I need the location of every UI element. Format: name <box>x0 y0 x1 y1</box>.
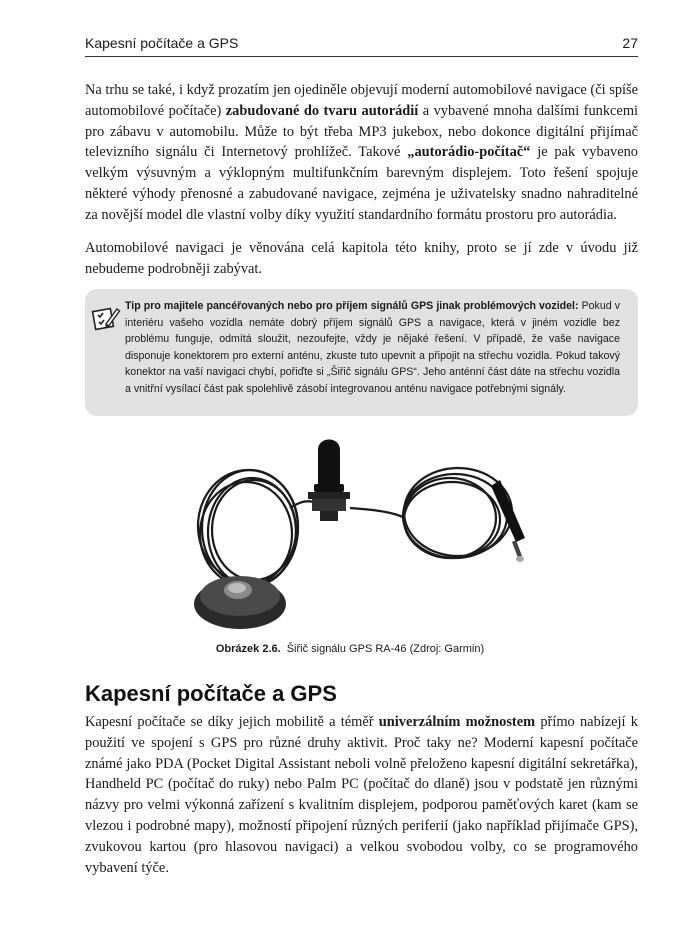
figure-gps-repeater-photo <box>180 428 540 638</box>
p3-text-2: přímo nabízejí k použití ve spojení s GPS pro různé druhy aktivit. Proč taky ne? Moderní kapesní počítače známé jako PDA (Pocket Digital Assistant neboli volně přeloženo kapesní digitální sekretářka), Handheld PC (počítač do ruky) nebo Palm PC (počítač do dlaně) jsou v podstatě jen různými názvy pro velmi výkonná zařízení s kvalitním displejem, podporou paměťových karet (kam se vlezou i podrobné mapy), možností připojení různých periferií (jako například přijímače GPS), zvukovou kartou (pro hlasovou navigaci) a velkou svobodou volby, co se programového vybavení týče. <box>85 714 638 876</box>
paragraph-car-computers <box>85 80 638 226</box>
checklist-pen-icon <box>91 303 121 333</box>
p3-bold-1: univerzálním možnostem <box>378 714 536 730</box>
tip-title: Tip pro majitele pancéřovaných nebo pro příjem signálů GPS jinak problémových vozidel: <box>125 300 579 312</box>
p1-bold-2: „autorádio-počítač“ <box>407 144 531 161</box>
tip-text <box>125 298 620 398</box>
tip-box <box>85 289 638 416</box>
running-head-title: Kapesní počítače a GPS <box>85 35 239 51</box>
p1-bold-1: zabudované do tvaru autorádií <box>225 102 419 119</box>
figure-caption <box>0 641 700 657</box>
section-heading: Kapesní počítače a GPS <box>85 681 337 706</box>
running-head <box>85 34 638 57</box>
paragraph-pocket-pcs <box>85 712 638 878</box>
p1-text-1: Na trhu se také, i když prozatím jen ojediněle objevují moderní automobilové navigace (či spíše automobilové počítače) <box>85 82 638 119</box>
page-number: 27 <box>622 35 638 51</box>
p1-text-3: je pak vybaveno velkým výsuvným a výklopným multifunkčním barevným displejem. Toto řešení spojuje některé výhody přenosné a zabudované navigace, zejména je uživatelsky snadno nahraditelné za novější model dle vlastní volby díky využití standardního formátu prostoru pro autorádia. <box>85 144 638 223</box>
p3-text-1: Kapesní počítače se díky jejich mobilitě a téměř <box>85 714 379 730</box>
right-cable-coil <box>350 468 512 558</box>
p1-text-2: a vybavené mnoha dalšími funkcemi pro zábavu v automobilu. Může to být třeba MP3 jukebox, nebo dokonce digitální přijímač televizního signálu či Internetový prohlížeč. Takové <box>85 102 639 161</box>
figure-label: Obrázek 2.6. <box>215 643 281 655</box>
paragraph-navigation-chapter: Automobilové navigaci je věnována celá kapitola této knihy, proto se jí zde v úvodu již nebudeme podrobněji zabývat. <box>85 240 638 277</box>
figure-caption-text: Šiřič signálu GPS RA-46 (Zdroj: Garmin) <box>286 643 485 655</box>
tip-body: Pokud v interiéru vašeho vozidla nemáte dobrý příjem signálů GPS a navigace, která v jiném vozidle bez problému funguje, odmítá sloužit, nezoufejte, vždy je nějaké řešení. V případě, že vaše navigace disponuje konektorem pro externí anténu, zkuste tuto upevnit a připojit na střechu vozidla. Pokud takový konektor na vaší navigaci chybí, pořiďte si „Šiřič signálu GPS“. Jeho anténní část dáte na střechu vozidla a vnitřní vysílací část pak spolehlivě zásobí integrovanou anténu navigace potřebnými signály. <box>125 300 620 395</box>
receiver-puck <box>194 576 286 629</box>
antenna <box>308 440 350 522</box>
